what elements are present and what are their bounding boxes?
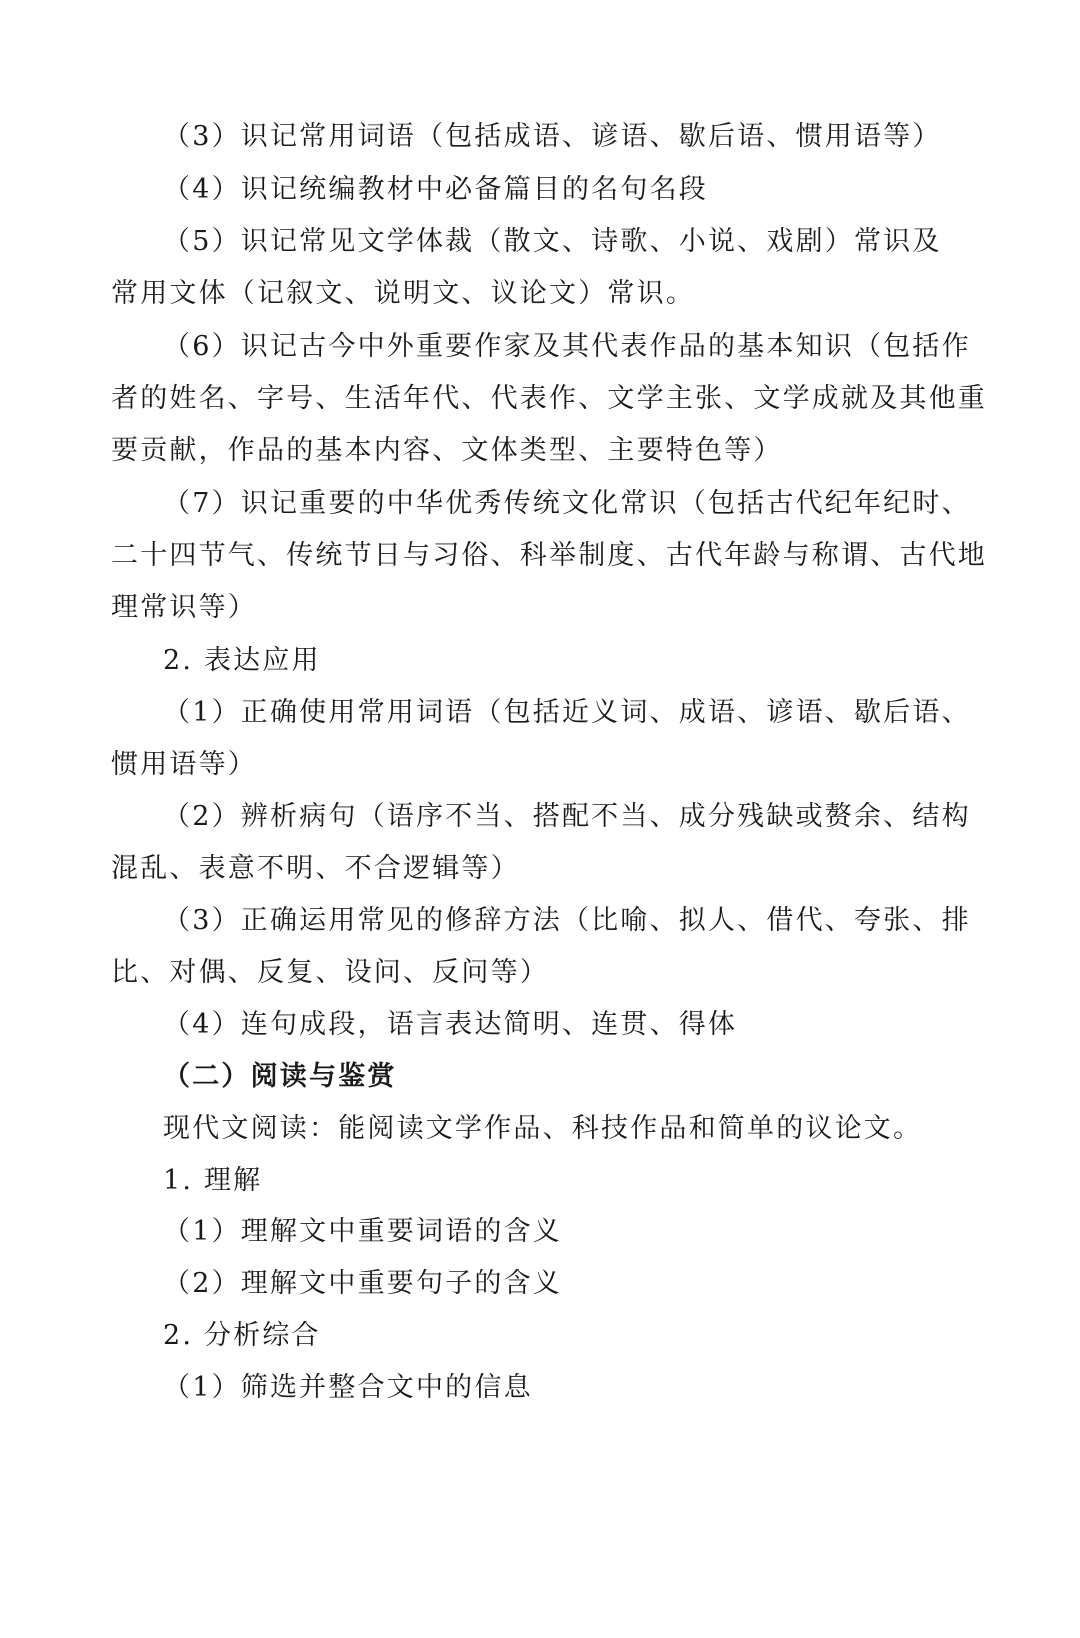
text-line-modern-reading: 现代文阅读：能阅读文学作品、科技作品和简单的议论文。 — [163, 1113, 923, 1144]
text-line-recall-famous-passages: （4）识记统编教材中必备篇目的名句名段 — [163, 174, 708, 205]
text-line-recall-authors-cont-1: 者的姓名、字号、生活年代、代表作、文学主张、文学成就及其他重 — [111, 383, 987, 414]
text-line-recall-literary-genres: （5）识记常见文学体裁（散文、诗歌、小说、戏剧）常识及 — [163, 226, 942, 257]
text-line-recall-literary-genres-cont: 常用文体（记叙文、说明文、议论文）常识。 — [111, 278, 695, 309]
text-line-recall-culture: （7）识记重要的中华优秀传统文化常识（包括古代纪年纪时、 — [163, 488, 971, 519]
section-heading-analysis: 2. 分析综合 — [163, 1320, 321, 1351]
text-line-recall-words: （3）识记常用词语（包括成语、谚语、歇后语、惯用语等） — [163, 121, 942, 152]
text-line-filter-info: （1）筛选并整合文中的信息 — [163, 1372, 533, 1403]
section-heading-expression: 2. 表达应用 — [163, 645, 321, 676]
text-line-recall-authors-cont-2: 要贡献，作品的基本内容、文体类型、主要特色等） — [111, 435, 783, 466]
text-line-understand-sentences: （2）理解文中重要句子的含义 — [163, 1268, 562, 1299]
text-line-faulty-sentences-cont: 混乱、表意不明、不合逻辑等） — [111, 853, 520, 884]
text-line-recall-culture-cont-2: 理常识等） — [111, 592, 257, 623]
text-line-recall-culture-cont-1: 二十四节气、传统节日与习俗、科举制度、古代年龄与称谓、古代地 — [111, 540, 987, 571]
text-line-recall-authors: （6）识记古今中外重要作家及其代表作品的基本知识（包括作 — [163, 331, 971, 362]
text-line-faulty-sentences: （2）辨析病句（语序不当、搭配不当、成分残缺或赘余、结构 — [163, 801, 971, 832]
section-heading-reading-appreciation: （二）阅读与鉴赏 — [163, 1061, 397, 1092]
section-heading-understanding: 1. 理解 — [163, 1165, 263, 1196]
text-line-rhetoric: （3）正确运用常见的修辞方法（比喻、拟人、借代、夸张、排 — [163, 905, 971, 936]
text-line-rhetoric-cont: 比、对偶、反复、设问、反问等） — [111, 957, 549, 988]
text-line-use-words: （1）正确使用常用词语（包括近义词、成语、谚语、歇后语、 — [163, 697, 971, 728]
text-line-understand-words: （1）理解文中重要词语的含义 — [163, 1216, 562, 1247]
text-line-use-words-cont: 惯用语等） — [111, 749, 257, 780]
text-line-paragraph-writing: （4）连句成段，语言表达简明、连贯、得体 — [163, 1009, 738, 1040]
